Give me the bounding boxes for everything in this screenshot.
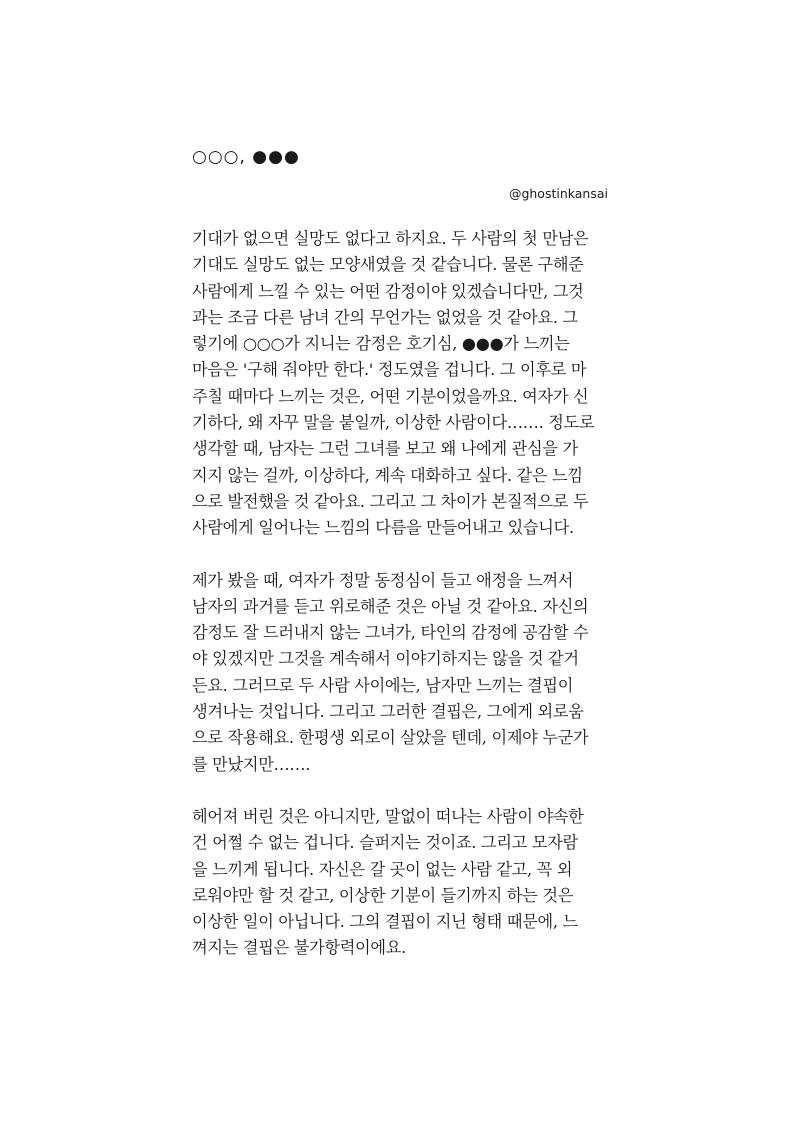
paragraph-3 (192, 804, 610, 962)
text-line: 렇기에 ○○○가 지니는 감정은 호기심, ●●●가 느끼는 (192, 334, 570, 354)
text-line: 건 어쩔 수 없는 겁니다. 슬퍼지는 것이죠. 그리고 모자람 (192, 833, 578, 853)
text-line: 감정도 잘 드러내지 않는 그녀가, 타인의 감정에 공감할 수 (192, 623, 589, 643)
text-line: 남자의 과거를 듣고 위로해준 것은 아닐 것 같아요. 자신의 (192, 596, 589, 616)
paragraph-1 (192, 226, 610, 542)
text-line: 으로 발전했을 것 같아요. 그리고 그 차이가 본질적으로 두 (192, 491, 589, 511)
text-line: 생각할 때, 남자는 그런 그녀를 보고 왜 나에게 관심을 가 (192, 439, 578, 459)
text-line: 기하다, 왜 자꾸 말을 붙일까, 이상한 사람이다……. 정도로 (192, 413, 595, 433)
text-line: 제가 봤을 때, 여자가 정말 동정심이 들고 애정을 느껴서 (192, 570, 574, 590)
text-line: 생겨나는 것입니다. 그리고 그러한 결핍은, 그에게 외로움 (192, 702, 584, 722)
text-line: 로워야만 할 것 같고, 이상한 기분이 들기까지 하는 것은 (192, 885, 574, 905)
author-handle: @ghostinkansai (508, 186, 608, 201)
text-line: 주칠 때마다 느끼는 것은, 어떤 기분이었을까요. 여자가 신 (192, 386, 589, 406)
text-line: 사람에게 느낄 수 있는 어떤 감정이야 있겠습니다만, 그것 (192, 281, 584, 301)
text-line: 을 느끼게 됩니다. 자신은 갈 곳이 없는 사람 같고, 꼭 외 (192, 859, 573, 879)
body-text (192, 226, 610, 988)
text-line: 를 만났지만……. (192, 754, 311, 774)
text-line: 든요. 그러므로 두 사람 사이에는, 남자만 느끼는 결핍이 (192, 675, 574, 695)
page-heading: ○○○, ●●● (192, 147, 300, 167)
text-line: 기대가 없으면 실망도 없다고 하지요. 두 사람의 첫 만남은 (192, 229, 589, 248)
text-line: 이상한 일이 아닙니다. 그의 결핍이 지닌 형태 때문에, 느 (192, 912, 578, 932)
text-line: 껴지는 결핍은 불가항력이에요. (192, 938, 406, 958)
paragraph-2 (192, 568, 610, 778)
text-line: 마음은 '구해 줘야만 한다.' 정도였을 겁니다. 그 이후로 마 (192, 360, 587, 380)
text-line: 기대도 실망도 없는 모양새였을 것 같습니다. 물론 구해준 (192, 255, 584, 275)
text-line: 헤어져 버린 것은 아니지만, 말없이 떠나는 사람이 야속한 (192, 806, 584, 826)
text-line: 야 있겠지만 그것을 계속해서 이야기하지는 않을 것 같거 (192, 649, 579, 669)
text-line: 과는 조금 다른 남녀 간의 무언가는 없었을 것 같아요. 그 (192, 307, 578, 327)
text-line: 지지 않는 걸까, 이상하다, 계속 대화하고 싶다. 같은 느낌 (192, 465, 583, 485)
text-line: 사람에게 일어나는 느낌의 다름을 만들어내고 있습니다. (192, 518, 574, 538)
text-line: 으로 작용해요. 한평생 외로이 살았을 텐데, 이제야 누군가 (192, 728, 589, 748)
